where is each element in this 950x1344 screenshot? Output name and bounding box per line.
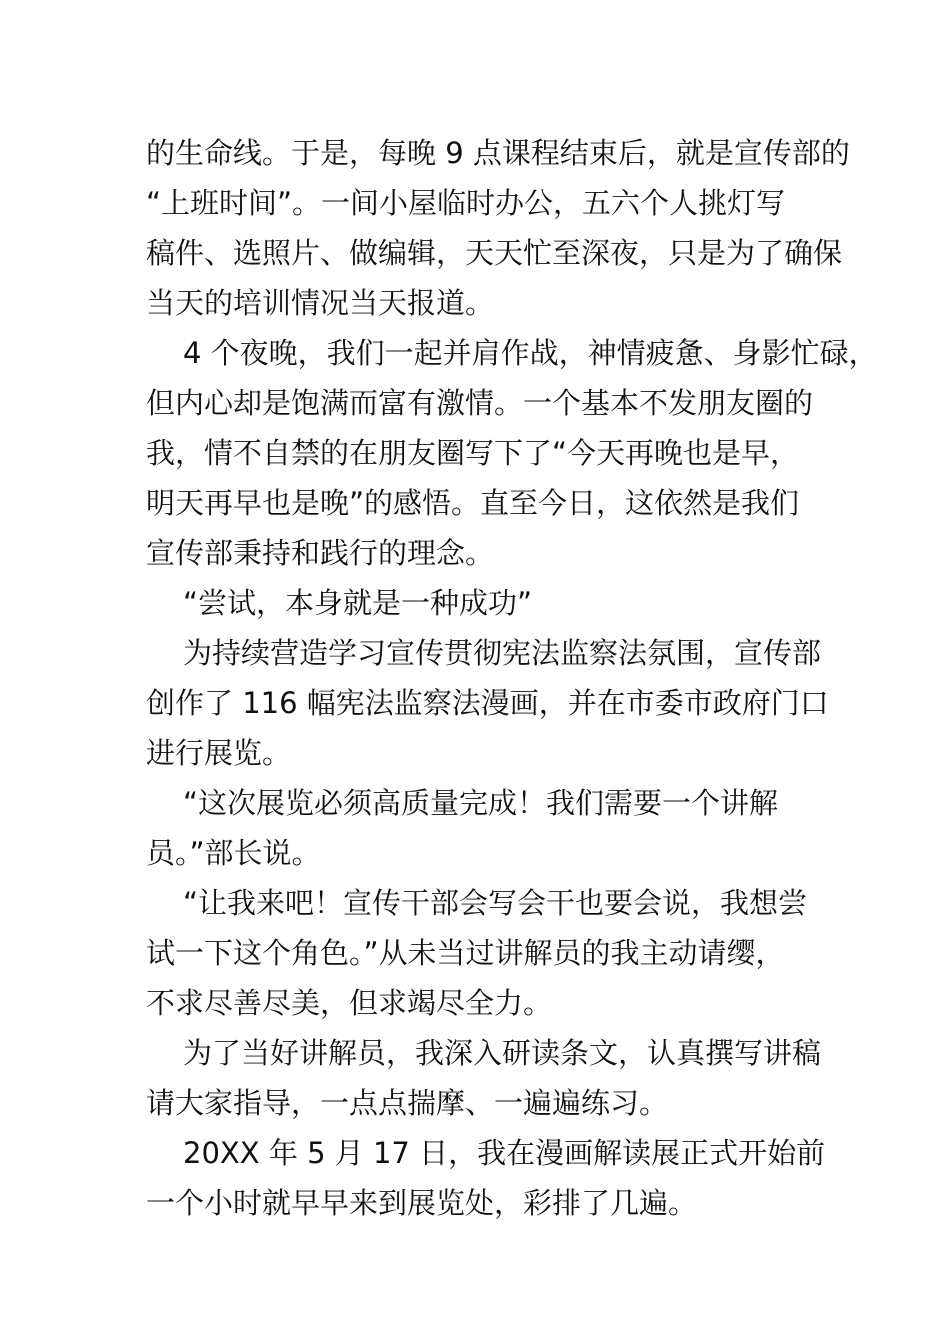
paragraph [146, 778, 816, 878]
text-line: 员。”部长说。 [146, 836, 321, 870]
text-line: 不求尽善尽美，但求竭尽全力。 [146, 986, 553, 1020]
paragraph [146, 1028, 822, 1128]
text-line: 宣传部秉持和践行的理念。 [146, 536, 495, 570]
text-line: 的生命线。于是，每晚 9 点课程结束后，就是宣传部的 [146, 136, 850, 170]
text-line: “让我来吧！宣传干部会写会干也要会说，我想尝 [183, 886, 808, 920]
paragraph [146, 628, 829, 778]
text-line: 20XX 年 5 月 17 日，我在漫画解读展正式开始前 [183, 1136, 826, 1170]
text-line: 请大家指导，一点点揣摩、一遍遍练习。 [146, 1086, 669, 1120]
text-line: 稿件、选照片、做编辑，天天忙至深夜，只是为了确保 [146, 236, 843, 270]
paragraph [146, 1128, 826, 1228]
paragraph [146, 128, 850, 328]
text-line: 一个小时就早早来到展览处，彩排了几遍。 [146, 1186, 698, 1220]
text-line: 为持续营造学习宣传贯彻宪法监察法氛围，宣传部 [183, 636, 822, 670]
text-line: 试一下这个角色。”从未当过讲解员的我主动请缨， [146, 936, 785, 970]
text-line: “这次展览必须高质量完成！我们需要一个讲解 [183, 786, 779, 820]
section-heading [146, 578, 816, 628]
text-line: 当天的培训情况当天报道。 [146, 286, 495, 320]
text-line: “上班时间”。一间小屋临时办公，五六个人挑灯写 [146, 186, 786, 220]
text-line: 但内心却是饱满而富有激情。一个基本不发朋友圈的 [146, 386, 814, 420]
text-line: 进行展览。 [146, 736, 292, 770]
text-line: “尝试，本身就是一种成功” [183, 586, 533, 620]
paragraph [146, 878, 816, 1028]
text-line: 为了当好讲解员，我深入研读条文，认真撰写讲稿 [183, 1036, 822, 1070]
text-line: 明天再早也是晚”的感悟。直至今日，这依然是我们 [146, 486, 800, 520]
text-line: 4 个夜晚，我们一起并肩作战，神情疲惫、身影忙碌， [183, 336, 878, 370]
document-body [146, 128, 878, 1228]
text-line: 创作了 116 幅宪法监察法漫画，并在市委市政府门口 [146, 686, 829, 720]
text-line: 我，情不自禁的在朋友圈写下了“今天再晚也是早， [146, 436, 800, 470]
paragraph [146, 328, 878, 578]
